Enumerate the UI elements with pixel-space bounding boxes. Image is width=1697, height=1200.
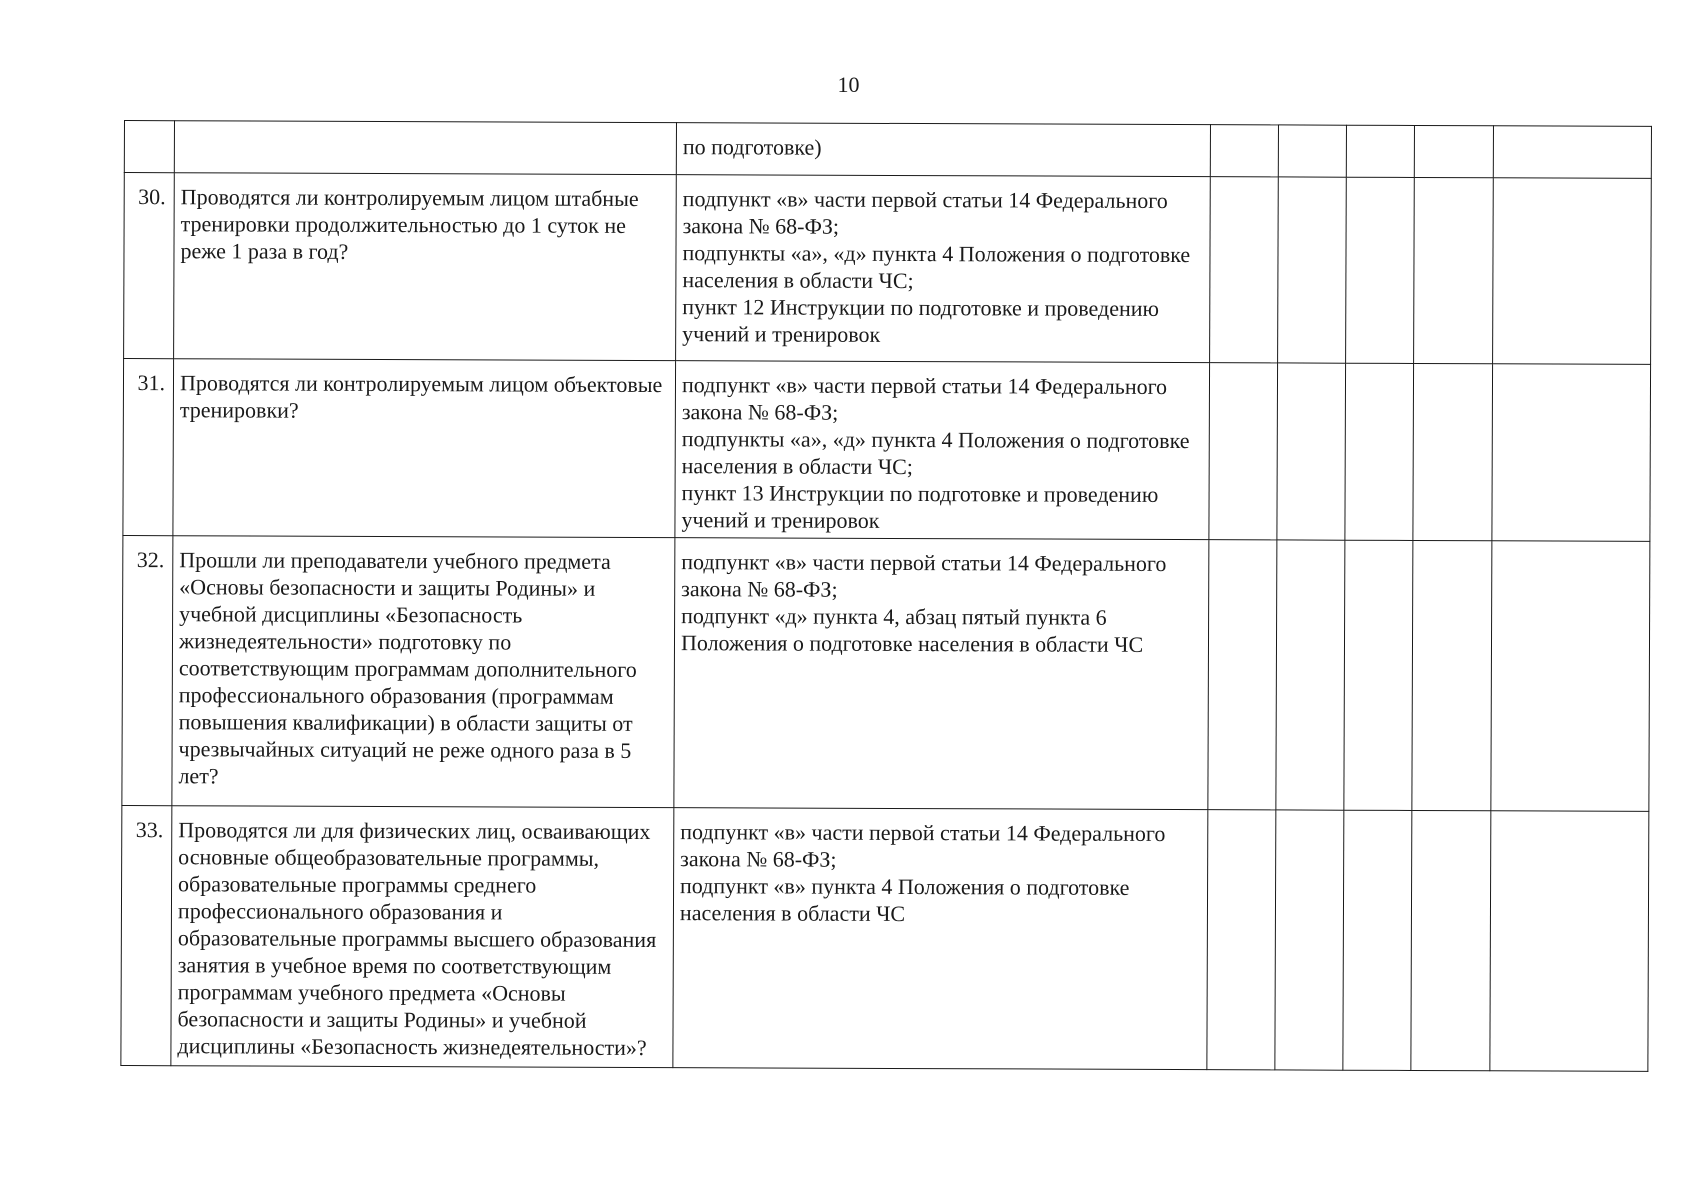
law-reference-line: подпункт «в» части первой статьи 14 Федерального закона № 68-ФЗ; (681, 549, 1167, 602)
answer-cell-yes (1208, 540, 1277, 810)
answer-cell-na (1346, 125, 1414, 177)
answer-cell-no (1277, 363, 1346, 540)
answer-cell-yes (1210, 125, 1278, 177)
answer-cell-note (1412, 540, 1492, 810)
question-cell: Прошли ли преподаватели учебного предмета «Основы безопасности и защиты Родины» и учебной дисциплины «Безопасность жизнедеятельности» подготовку по соответствующим программам дополнительного профессионального образования (программам повышения квалификации) в области защиты от чрезвычайных ситуаций не реже одного раза в 5 лет? (172, 536, 675, 808)
answer-cell-note (1414, 125, 1493, 177)
document-sheet (120, 120, 1652, 1072)
answer-cell-na (1343, 810, 1412, 1070)
answer-cell-extra (1493, 126, 1651, 179)
law-reference-line: подпункт «в» пункта 4 Положения о подготовке населения в области ЧС (679, 873, 1130, 927)
row-number-cell (124, 121, 174, 173)
answer-cell-note (1414, 177, 1494, 363)
row-number-cell: 32. (122, 535, 173, 805)
table-row (121, 805, 1649, 1071)
law-reference-cell (673, 808, 1208, 1070)
law-reference-cell (675, 361, 1210, 540)
law-reference-line: подпункт «в» части первой статьи 14 Федерального закона № 68-ФЗ; (682, 186, 1168, 239)
answer-cell-na (1346, 177, 1415, 363)
law-reference-cell (676, 175, 1211, 363)
answer-cell-yes (1207, 810, 1276, 1070)
answer-cell-extra (1491, 541, 1650, 812)
answer-cell-yes (1210, 177, 1279, 363)
answer-cell-na (1344, 540, 1413, 810)
row-number-cell: 33. (121, 805, 172, 1065)
question-cell: Проводятся ли контролируемым лицом штабные тренировки продолжительностью до 1 суток не реже 1 раза в год? (174, 173, 677, 361)
law-reference-line: пункт 12 Инструкции по подготовке и проведению учений и тренировок (682, 294, 1160, 347)
law-reference-line: подпункт «д» пункта 4, абзац пятый пункта 6 Положения о подготовке населения в области ЧС (680, 603, 1144, 657)
law-reference-line: пункт 13 Инструкции по подготовке и проведению учений и тренировок (681, 480, 1159, 533)
answer-cell-note (1411, 810, 1491, 1070)
row-number-cell: 31. (123, 359, 174, 536)
law-reference-line: подпункт «в» части первой статьи 14 Федерального закона № 68-ФЗ; (680, 819, 1166, 872)
table-row (124, 173, 1652, 365)
table-row (124, 121, 1651, 179)
law-reference-line: подпункты «а», «д» пункта 4 Положения о подготовке населения в области ЧС; (681, 426, 1190, 480)
question-cell: Проводятся ли для физических лиц, осваивающих основные общеобразовательные программы, образовательные программы среднего профессионального образования и образовательные программы высшего образования занятия в учебное время по соответствующим программам учебного предмета «Основы безопасности и защиты Родины» и учебной дисциплины «Безопасность жизнедеятельности»? (171, 806, 674, 1068)
law-reference-line: подпункты «а», «д» пункта 4 Положения о подготовке населения в области ЧС; (682, 240, 1191, 294)
table-row (123, 359, 1651, 542)
answer-cell-no (1275, 810, 1344, 1070)
table-row (122, 535, 1650, 811)
answer-cell-extra (1492, 364, 1651, 542)
answer-cell-yes (1209, 363, 1278, 540)
answer-cell-no (1276, 540, 1345, 810)
answer-cell-extra (1493, 178, 1652, 365)
law-reference-cell (674, 538, 1209, 810)
answer-cell-no (1278, 125, 1346, 177)
checklist-table (120, 120, 1652, 1072)
answer-cell-extra (1490, 811, 1649, 1072)
question-cell (174, 121, 676, 175)
answer-cell-no (1278, 177, 1347, 363)
answer-cell-na (1345, 363, 1414, 540)
law-reference-cell (676, 123, 1210, 177)
page-number: 10 (837, 72, 860, 97)
law-reference-line: по подготовке) (682, 134, 822, 160)
row-number-cell: 30. (124, 173, 175, 359)
answer-cell-note (1413, 363, 1493, 540)
question-cell: Проводятся ли контролируемым лицом объектовые тренировки? (173, 359, 676, 538)
law-reference-line: подпункт «в» части первой статьи 14 Федерального закона № 68-ФЗ; (681, 372, 1168, 425)
